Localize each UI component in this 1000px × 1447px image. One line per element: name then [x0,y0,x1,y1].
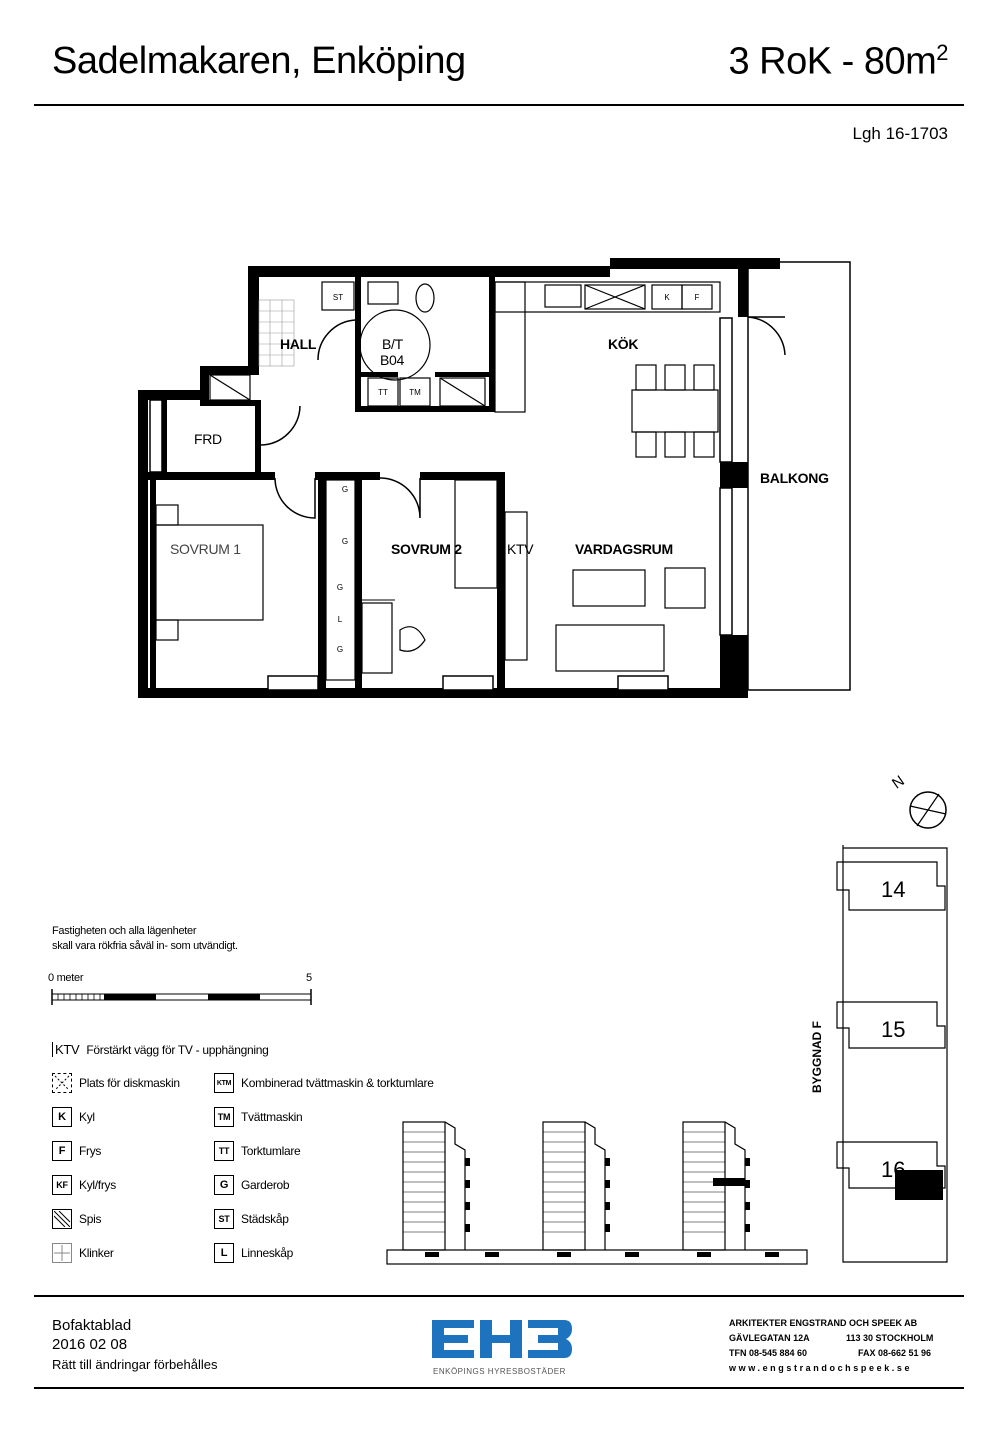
tm-label: TM [409,388,421,397]
room-bt-code: B04 [380,352,405,368]
footer-date: 2016 02 08 [52,1336,128,1353]
smoke-free-note-1: Fastigheten och alla lägenheter [52,925,197,937]
legend-dishwasher-text: Plats för diskmaskin [79,1076,180,1090]
room-bt: B/T [382,336,403,352]
furniture [156,365,718,680]
l-icon: L [214,1243,234,1263]
walls [138,258,780,698]
room-frd: FRD [194,431,222,447]
size-text: 3 RoK - 80m [728,40,937,83]
footer-doc-type: Bofaktablad [52,1317,132,1334]
legend-tile [52,1243,114,1263]
legend-ktm [214,1073,434,1093]
architect-website[interactable]: www.engstrandochspeek.se [729,1363,913,1373]
legend-k [52,1107,95,1127]
building-label: BYGGNAD F [810,1021,824,1093]
g-label-4: G [336,645,344,654]
logo-text: ENKÖPINGS HYRESBOSTÄDER [433,1367,566,1376]
document-title: Sadelmakaren, Enköping [52,40,466,82]
door-swings [261,317,785,518]
tile-area [259,300,294,366]
apartment-id: Lgh 16-1703 [852,124,948,143]
l-label: L [337,615,343,624]
room-balkong: BALKONG [760,470,829,486]
north-label: N [889,772,908,793]
architect-city: 113 30 STOCKHOLM [846,1333,934,1343]
footer-rule-bottom [34,1387,964,1389]
legend-g [214,1175,289,1195]
scale-start: 0 meter [48,972,84,984]
legend-tt [214,1141,300,1161]
st-icon: ST [214,1209,234,1229]
legend-dishwasher [52,1073,180,1093]
chair-icon [400,627,425,652]
footer-disclaimer: Rätt till ändringar förbehålles [52,1357,218,1372]
legend-ktm-text: Kombinerad tvättmaskin & torktumlare [241,1076,434,1090]
ktm-icon: KTM [214,1073,234,1093]
k-label: K [664,293,670,302]
stove-icon [52,1209,72,1229]
tt-icon: TT [214,1141,234,1161]
k-icon: K [52,1107,72,1127]
room-sovrum-2: SOVRUM 2 [391,541,462,557]
building-elevations [385,1110,810,1270]
unit-16-label: 16 [881,1157,906,1182]
tm-icon: TM [214,1107,234,1127]
legend-g-text: Garderob [241,1178,290,1192]
unit-14-label: 14 [881,877,906,902]
architect-name: ARKITEKTER ENGSTRAND OCH SPEEK AB [729,1318,918,1328]
legend-stove-text: Spis [79,1212,102,1226]
legend-st [214,1209,289,1229]
f-icon: F [52,1141,72,1161]
legend-tm [214,1107,302,1127]
g-icon: G [214,1175,234,1195]
f-label: F [694,293,700,302]
tile-icon [52,1243,72,1263]
legend-tile-text: Klinker [79,1246,114,1260]
kf-icon: KF [52,1175,72,1195]
room-kok: KÖK [608,336,639,352]
g-label-1: G [341,485,349,494]
unit-15-label: 15 [881,1017,906,1042]
room-vardagsrum: VARDAGSRUM [575,541,673,557]
tt-label: TT [378,388,388,397]
footer-rule-top [34,1295,964,1297]
architect-phone: TFN 08-545 884 60 [729,1348,808,1358]
legend-kf [52,1175,116,1195]
legend-ktv-text: Förstärkt vägg för TV - upphängning [86,1042,269,1057]
legend-f [52,1141,101,1161]
g-label-3: G [336,583,344,592]
legend-tm-text: Tvättmaskin [241,1110,303,1124]
legend-st-text: Städskåp [241,1212,289,1226]
architect-address: GÄVLEGATAN 12A [729,1333,810,1343]
legend-stove [52,1209,101,1229]
size-sup: 2 [936,40,948,65]
ktv-label: KTV [507,541,534,557]
smoke-free-note-2: skall vara rökfria såväl in- som utvändigt. [52,940,238,952]
legend-tt-text: Torktumlare [241,1144,301,1158]
st-label: ST [332,293,344,302]
legend-l-text: Linneskåp [241,1246,294,1260]
legend-kf-text: Kyl/frys [79,1178,116,1192]
legend-k-text: Kyl [79,1110,95,1124]
ktv-icon: KTV [52,1042,79,1057]
room-sovrum-1: SOVRUM 1 [170,541,241,557]
dishwasher-icon [52,1073,72,1093]
legend-l [214,1243,293,1263]
g-label-2: G [341,537,349,546]
legend-f-text: Frys [79,1144,102,1158]
room-hall: HALL [280,336,317,352]
architect-fax: FAX 08-662 51 96 [858,1348,932,1358]
legend-ktv [52,1042,268,1057]
scale-bar [48,985,318,1007]
ehb-logo [428,1314,574,1364]
scale-end: 5 [306,972,312,984]
